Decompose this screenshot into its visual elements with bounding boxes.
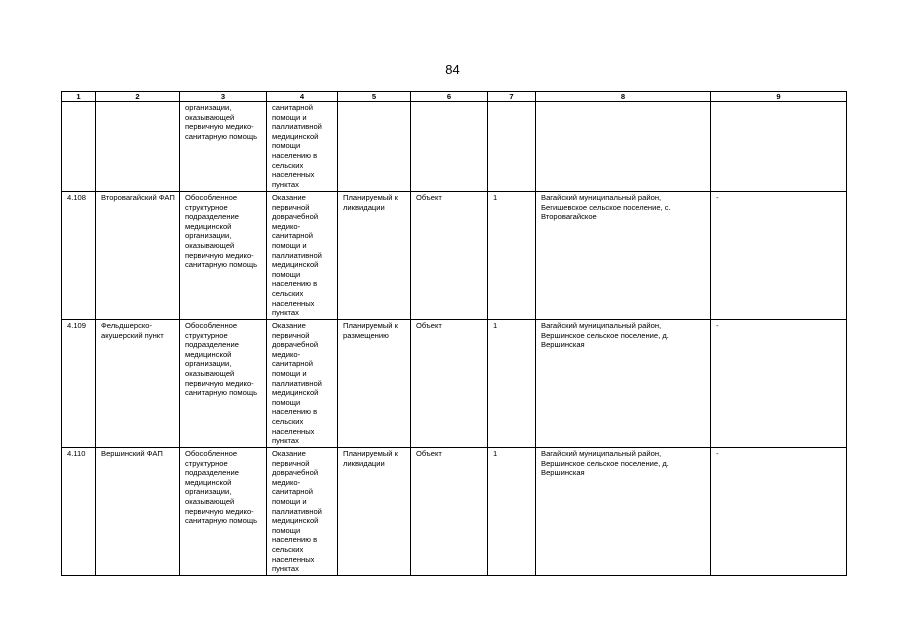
table-header [62, 92, 847, 102]
column-header: 9 [711, 92, 847, 102]
facilities-table [61, 91, 847, 576]
facility-type: Обособленное структурное подразделение медицинской организации, оказывающей первичную медико-санитарную помощь [180, 192, 267, 320]
table-row-continuation [62, 102, 847, 192]
facility-status: Планируемый к размещению [338, 320, 411, 448]
item-number: 4.110 [62, 448, 96, 576]
facility-notes: - [711, 320, 847, 448]
table-cell [488, 102, 536, 192]
facility-count: 1 [488, 320, 536, 448]
table-cell: санитарной помощи и паллиативной медицинской помощи населению в сельских населенных пунктах [267, 102, 338, 192]
table-row [62, 448, 847, 576]
column-header: 8 [536, 92, 711, 102]
table-cell [62, 102, 96, 192]
facility-kind: Объект [411, 192, 488, 320]
header-row [62, 92, 847, 102]
item-number: 4.109 [62, 320, 96, 448]
table-cell [711, 102, 847, 192]
facility-location: Вагайский муниципальный район, Вершинское сельское поселение, д. Вершинская [536, 448, 711, 576]
facility-purpose: Оказание первичной доврачебной медико-санитарной помощи и паллиативной медицинской помощи населению в сельских населенных пунктах [267, 192, 338, 320]
facility-name: Вершинский ФАП [96, 448, 180, 576]
column-header: 5 [338, 92, 411, 102]
column-header: 7 [488, 92, 536, 102]
facility-count: 1 [488, 448, 536, 576]
facility-purpose: Оказание первичной доврачебной медико-санитарной помощи и паллиативной медицинской помощи населению в сельских населенных пунктах [267, 320, 338, 448]
facility-kind: Объект [411, 448, 488, 576]
facility-location: Вагайский муниципальный район, Бегишевское сельское поселение, с. Второвагайское [536, 192, 711, 320]
facility-status: Планируемый к ликвидации [338, 192, 411, 320]
facility-notes: - [711, 448, 847, 576]
facility-name: Фельдшерско-акушерский пункт [96, 320, 180, 448]
table-row [62, 320, 847, 448]
item-number: 4.108 [62, 192, 96, 320]
table-row [62, 192, 847, 320]
facility-notes: - [711, 192, 847, 320]
column-header: 1 [62, 92, 96, 102]
facility-purpose: Оказание первичной доврачебной медико-санитарной помощи и паллиативной медицинской помощи населению в сельских населенных пунктах [267, 448, 338, 576]
facility-kind: Объект [411, 320, 488, 448]
column-header: 2 [96, 92, 180, 102]
facility-type: Обособленное структурное подразделение медицинской организации, оказывающей первичную медико-санитарную помощь [180, 448, 267, 576]
facility-status: Планируемый к ликвидации [338, 448, 411, 576]
table-cell [411, 102, 488, 192]
table-cell [96, 102, 180, 192]
facility-name: Второвагайский ФАП [96, 192, 180, 320]
column-header: 4 [267, 92, 338, 102]
column-header: 6 [411, 92, 488, 102]
facility-type: Обособленное структурное подразделение медицинской организации, оказывающей первичную медико-санитарную помощь [180, 320, 267, 448]
facility-count: 1 [488, 192, 536, 320]
table-cell: организации, оказывающей первичную медико-санитарную помощь [180, 102, 267, 192]
page-number: 84 [445, 62, 460, 77]
table-cell [338, 102, 411, 192]
facility-location: Вагайский муниципальный район, Вершинское сельское поселение, д. Вершинская [536, 320, 711, 448]
column-header: 3 [180, 92, 267, 102]
table-cell [536, 102, 711, 192]
